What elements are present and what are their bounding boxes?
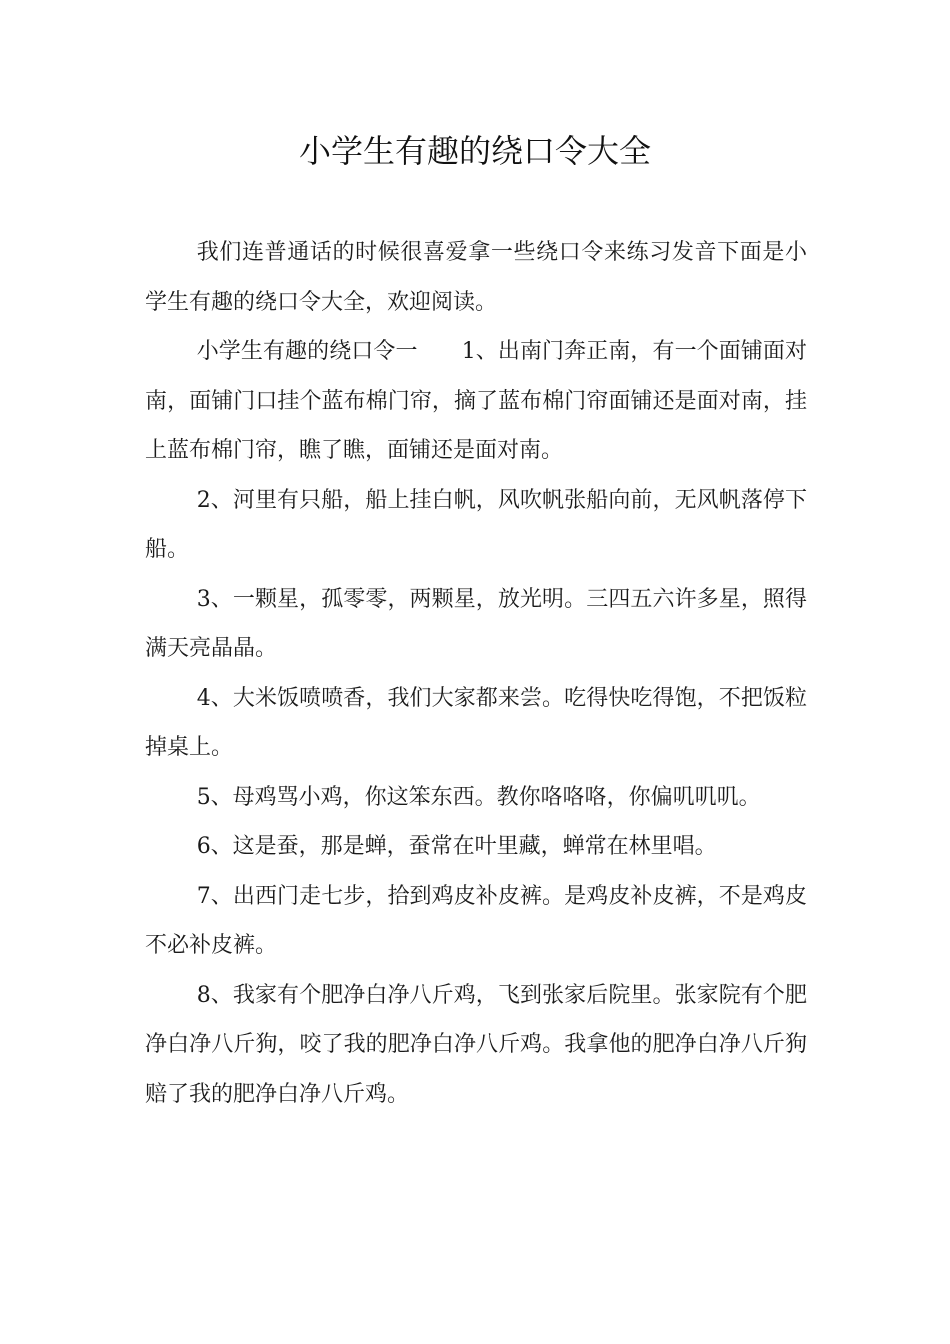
paragraph-tongue-twister-1: 小学生有趣的绕口令一 1、出南门奔正南，有一个面铺面对南，面铺门口挂个蓝布棉门帘，摘了蓝布棉门帘面铺还是面对南，挂上蓝布棉门帘，瞧了瞧，面铺还是面对南。	[145, 339, 807, 463]
paragraph-tongue-twister-2: 2、河里有只船，船上挂白帆，风吹帆张船向前，无风帆落停下船。	[145, 487, 807, 562]
document-body	[145, 228, 807, 1119]
paragraph-tongue-twister-8: 8、我家有个肥净白净八斤鸡，飞到张家后院里。张家院有个肥净白净八斤狗，咬了我的肥净白净八斤鸡。我拿他的肥净白净八斤狗赔了我的肥净白净八斤鸡。	[145, 982, 807, 1107]
paragraph-tongue-twister-3: 3、一颗星，孤零零，两颗星，放光明。三四五六许多星，照得满天亮晶晶。	[145, 586, 807, 661]
paragraph-tongue-twister-4: 4、大米饭喷喷香，我们大家都来尝。吃得快吃得饱，不把饭粒掉桌上。	[145, 685, 807, 760]
paragraph-intro: 我们连普通话的时候很喜爱拿一些绕口令来练习发音下面是小学生有趣的绕口令大全，欢迎阅读。	[145, 240, 807, 315]
document-title: 小学生有趣的绕口令大全	[298, 132, 651, 170]
paragraph-tongue-twister-7: 7、出西门走七步，拾到鸡皮补皮裤。是鸡皮补皮裤，不是鸡皮不必补皮裤。	[145, 883, 807, 958]
paragraph-tongue-twister-5: 5、母鸡骂小鸡，你这笨东西。教你咯咯咯，你偏叽叽叽。	[196, 784, 761, 810]
paragraph-tongue-twister-6: 6、这是蚕，那是蝉，蚕常在叶里藏，蝉常在林里唱。	[196, 834, 717, 859]
